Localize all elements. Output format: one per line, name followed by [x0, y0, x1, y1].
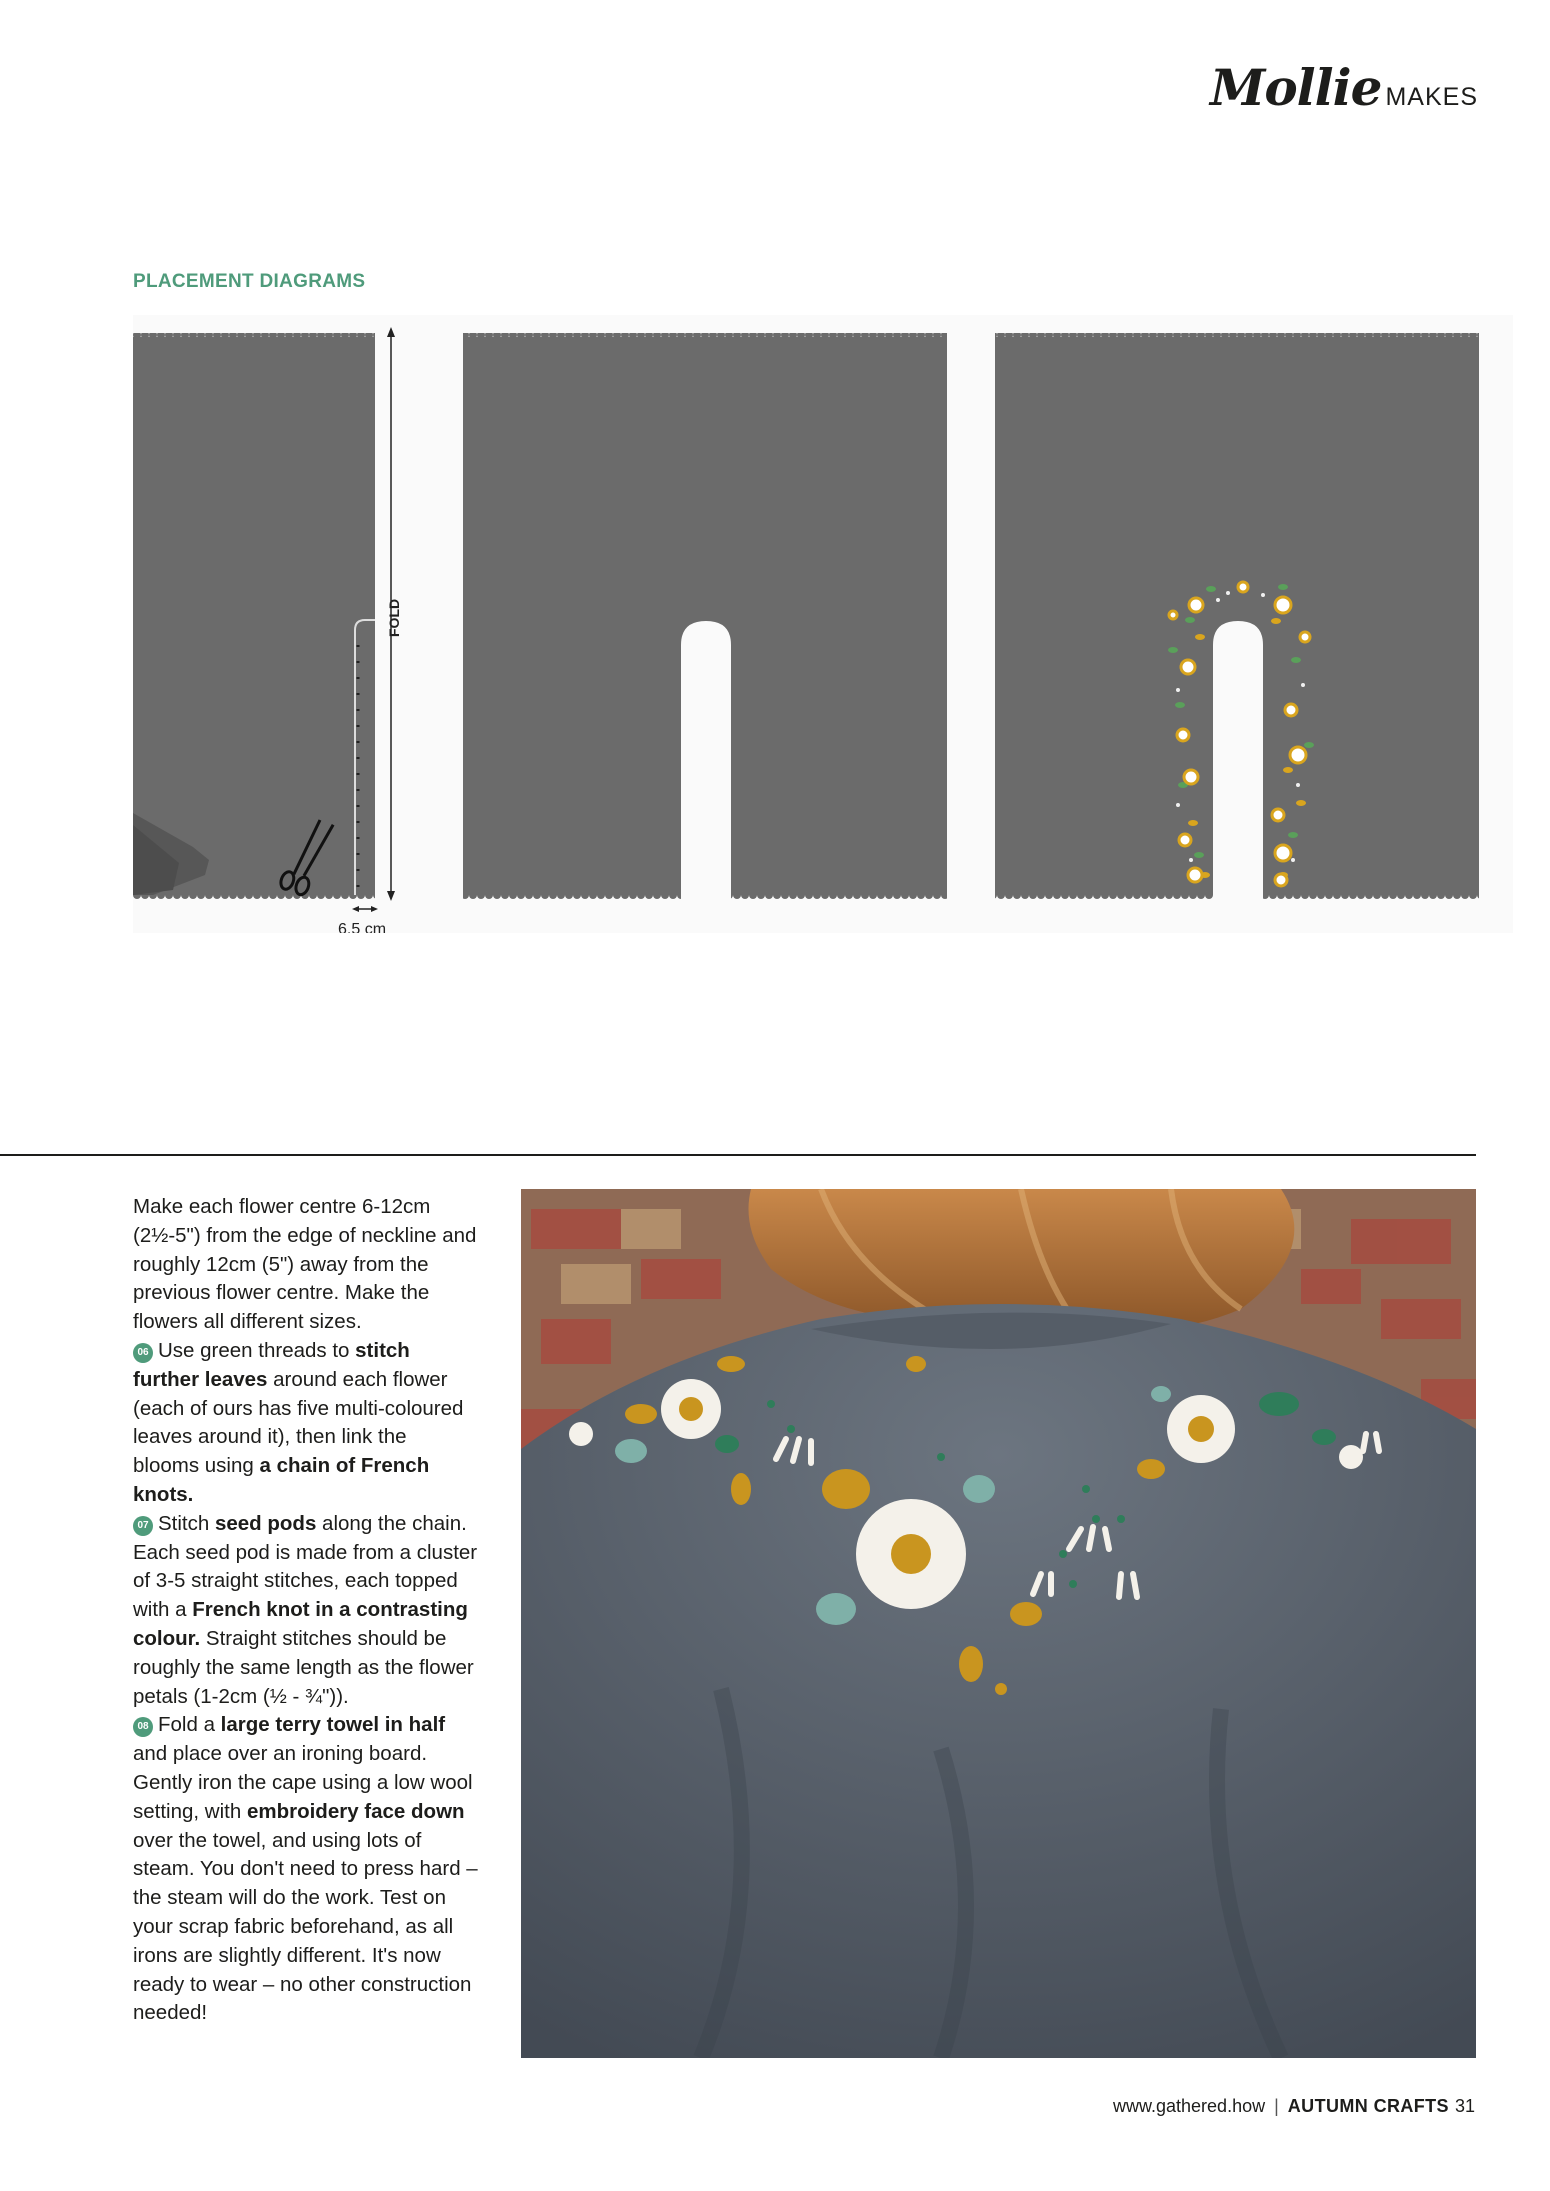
placement-diagrams [133, 315, 1513, 933]
embroidered-cape-image [521, 1189, 1476, 2058]
instructions-column [133, 1193, 478, 2028]
section-heading: PLACEMENT DIAGRAMS [133, 271, 366, 292]
diagram-illustration [133, 315, 1513, 933]
logo-script: Mollie [1209, 58, 1382, 117]
step-6: 06 Use green threads to stitch further leaves around each flower (each of ours has five multi-coloured leaves around it), then link the blooms using a chain of French knots. [133, 1338, 464, 1506]
step-8: 08 Fold a large terry towel in half and place over an ironing board. Gently iron the cape using a low wool setting, with embroidery face down over the towel, and using lots of steam. You don't need to press hard – the steam will do the work. Test on your scrap fabric beforehand, as all irons are slightly different. It's now ready to wear – no other construction needed! [133, 1713, 478, 2025]
logo-word: MAKES [1385, 83, 1478, 111]
footer-magazine: AUTUMN CRAFTS [1287, 2096, 1449, 2116]
step-number-badge: 08 [133, 1717, 153, 1737]
measure-label: 6.5 cm [338, 921, 387, 933]
page-footer [1113, 2096, 1475, 2117]
diagram-panel-cape [463, 333, 947, 905]
page-number: 31 [1454, 2096, 1475, 2116]
fold-label: FOLD [386, 598, 402, 637]
magazine-logo [1210, 58, 1478, 117]
footer-separator: | [1274, 2096, 1279, 2116]
section-divider [0, 1154, 1476, 1156]
diagram-panel-embroidery [995, 333, 1479, 905]
cape-photo [521, 1189, 1476, 2058]
step-number-badge: 07 [133, 1516, 153, 1536]
step-number-badge: 06 [133, 1343, 153, 1363]
footer-website: www.gathered.how [1113, 2096, 1266, 2116]
step-7: 07 Stitch seed pods along the chain. Each seed pod is made from a cluster of 3-5 straight stitches, each topped with a French knot in a contrasting colour. Straight stitches should be roughly the same length as the flower petals (1-2cm (½ - ¾")). [133, 1511, 478, 1708]
diagram-panel-cutting [133, 327, 395, 912]
intro-paragraph: Make each flower centre 6-12cm (2½-5") from the edge of neckline and roughly 12cm (5") away from the previous flower centre. Make the flowers all different sizes. [133, 1195, 477, 1334]
